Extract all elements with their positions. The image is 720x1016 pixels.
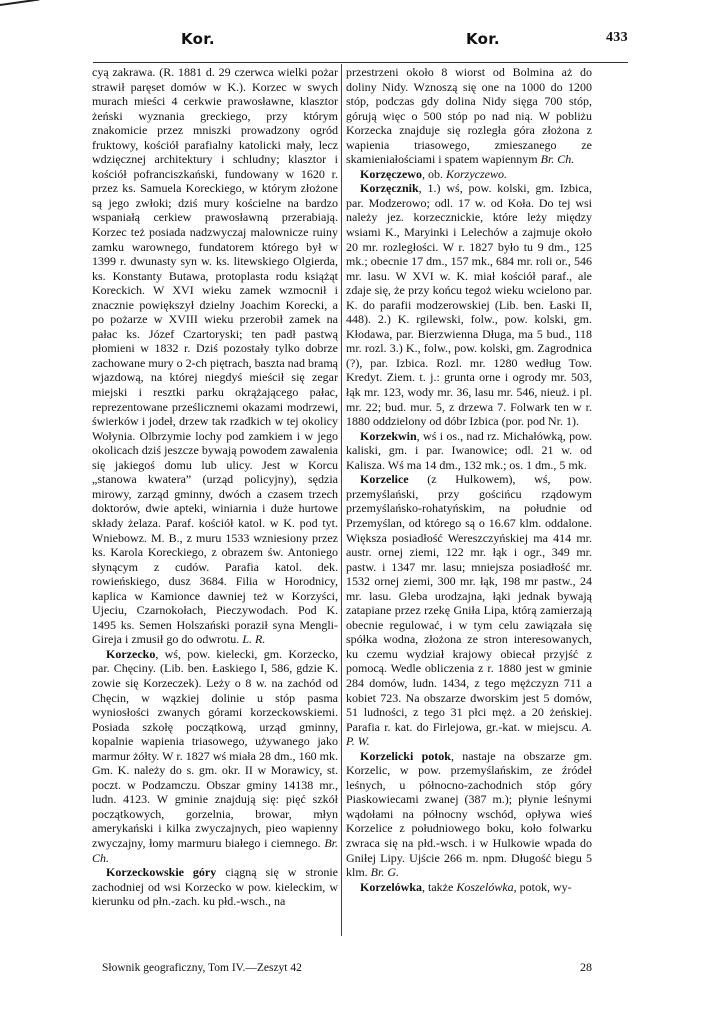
entry-korzecznik: [346, 181, 592, 428]
entry-text: , także: [422, 879, 457, 894]
entry-headword: Korzęcznik: [360, 181, 419, 196]
entry-korzecko: [92, 647, 338, 865]
entry-korzekwin: [346, 429, 592, 473]
running-head-left: Kor.: [181, 30, 215, 48]
entry-continuation: [346, 65, 592, 167]
footer-signature-number: 28: [580, 960, 592, 974]
entry-continuation: [92, 65, 338, 647]
page-corner-mark: [0, 0, 40, 12]
entry-text: , ob.: [421, 166, 446, 181]
entry-korzelice: [346, 472, 592, 748]
entry-signature: Br. Ch.: [92, 835, 338, 865]
entry-headword: Korzelicki potok: [360, 748, 451, 763]
running-head-right: Kor.: [466, 30, 500, 48]
entry-signature: A. P. W.: [346, 719, 592, 749]
entry-signature: Br. G.: [370, 865, 400, 880]
footer-volume-info: Słownik geograficzny, Tom IV.—Zeszyt 42: [102, 962, 302, 974]
entry-text: , nastaje na obszarze gm. Korzelic, w pow. przemyślańskim, ze źródeł leśnych, u północno-zachodnich stóp góry Piaskowiecami zwanej (387 m.); płynie leśnymi wądołami na północny wschód, opływa wieś Korzelice z południowego boku, koło folwarku zwraca się na płd.-wsch. i w Hulkowie wpada do Gniłej Lipy. Ujście 266 m. npm. Długość biegu 5 klm.: [346, 748, 592, 880]
entry-text: , wś i os., nad rz. Michałówką, pow. kaliski, gm. i par. Iwanowice; odl. 21 w. od Kalisza. Wś ma 14 dm., 132 mk.; os. 1 dm., 5 mk.: [346, 428, 592, 472]
right-column: [346, 65, 592, 894]
entry-text: przestrzeni około 8 wiorst od Bolmina aż do doliny Nidy. Wznoszą się one na 1000 do 1200 stóp, podczas gdy dolina Nidy sięga 700 stóp, górują więc o 500 stóp po nad nią. W pobliżu Korzecka znajduje się rozległa góra złożona z wapienia triasowego, zmieszanego ze skamieniałościami i spatem wapiennym: [346, 65, 592, 167]
entry-headword: Korzeckowskie góry: [106, 865, 217, 880]
entry-headword: Korzęczewo: [360, 166, 422, 181]
entry-crossref: Korzyczewo.: [445, 166, 507, 181]
entry-variant: Koszelówka: [456, 879, 514, 894]
entry-headword: Korzecko: [106, 646, 156, 661]
entry-korzeczewo: [346, 167, 592, 182]
entry-korzeckowskie-gory: [92, 865, 338, 909]
entry-korzelicki-potok: [346, 749, 592, 880]
entry-text: , potok, wy-: [513, 879, 572, 894]
entry-headword: Korzelice: [360, 472, 409, 487]
entry-text: , wś, pow. kielecki, gm. Korzecko, par. Chęciny. (Lib. ben. Łaskiego I, 586, gdzie K. zowie się Korzeczek). Leży o 8 w. na zachód od Chęcin, w wązkiej dolinie u stóp pasma wyniosłości zwanych górami korzeckowskiemi. Posiada szkołę początkową, urząd gminny, kopalnie wapienia triasowego, używanego jako marmur żółty. W r. 1827 wś miała 28 dm., 160 mk. Gm. K. należy do s. gm. okr. II w Morawicy, st. poczt. w Podzamczu. Obszar gminy 14138 mr., ludn. 4123. W gminie znajdują się: pięć szkół początkowych, gorzelnia, browar, młyn amerykański i kilka zwyczajnych, pieo wapienny zwyczajny, łomy marmuru białego i ciemnego.: [92, 646, 338, 850]
column-divider: [341, 64, 342, 936]
entry-signature: Br. Ch.: [540, 152, 575, 167]
entry-text: cyą zakrawa. (R. 1881 d. 29 czerwca wielki pożar strawił paręset domów w K.). Korzec w swych murach mieści 4 cerkwie prawosławne, klasztor żeński wyznania greckiego, przy którym znakomicie przez mniszki prowadzony ogród fruktowy, kościół parafialny katolicki mały, lecz wdzięcznej architektury i schludny; klasztor i kościół pofranciszkański, fundowany w 1620 r. przez ks. Samuela Koreckiego, w którym złożone są jego zwłoki; dziś mury kościelne na bardzo wspaniałą cerkiew prawosławną przerabiają. Korzec też posiada nadzwyczaj malownicze ruiny zamku warownego, fundatorem którego był w 1399 r. dwunasty syn w. ks. litewskiego Olgierda, ks. Konstanty Butawa, protoplasta rodu książąt Koreckich. W XVI wieku zamek wzmocnił i znacznie powiększył dzielny Joachim Korecki, a po pożarze w XVIII wieku przerobił zamek na pałac ks. Józef Czartoryski; ten padł pastwą płomieni w 1832 r. Dziś pozostały tylko dobrze zachowane mury o 2-ch piętrach, baszta nad bramą wjazdową, na której niegdyś mieścił się zegar miejski i resztki parku okrążającego pałac, reprezentowane prześlicznemi okazami modrzewi, świerków i jodeł, drzew tak rzadkich w tej okolicy Wołynia. Olbrzymie lochy pod zamkiem i w jego okolicach dziś jeszcze bywają powodem zawalenia się jakiegoś domu lub ulicy. Jest w Korcu „stanowa kwatera” (urząd policyjny), sędzia mirowy, zarząd gminny, dwóch a czasem trzech doktorów, dwie apteki, winiarnia i duże hurtowe składy żelaza. Paraf. kościół katol. w K. pod tyt. Wniebowz. M. B., z muru 1533 wzniesiony przez ks. Karola Koreckiego, z obrazem św. Antoniego słynącym z cudów. Parafia katol. dek. rowieńskiego, dusz 3684. Filia w Horodnicy, kaplica w Kamionce dawniej też w Korzyści, Ujeciu, Czarnokołach, Pieczywodach. Pod K. 1495 ks. Semen Holszański poraził syna Mengli-Gireja i zmusił go do odwrotu.: [92, 65, 338, 647]
entry-headword: Korzelówka: [360, 879, 422, 894]
entry-signature: L. R.: [242, 632, 266, 647]
entry-text: (z Hulkowem), wś, pow. przemyślański, przy gościńcu rządowym przemyślańsko-rohatyńskim, na południe od Przemyślan, od którego są o 16.67 klm. oddalone. Większa posiadłość Wereszczyńskiej ma 414 mr. austr. ornej ziemi, 122 mr. łąk i ogr., 349 mr. pastw. i 1347 mr. lasu; mniejsza posiadłość mr. 1532 ornej ziemi, 300 mr. łąk, 198 mr pastw., 24 mr. lasu. Gleba urodzajna, łąki jednak bywają zatapiane przez rzekę Gniła Lipa, którą zamierzają obecnie regulować, i w tym celu zawiązała się spółka wodna, złożona ze stron interesowanych, ku czemu wydział krajowy obiecał przyjść z pomocą. Wedle obliczenia z r. 1880 jest w gminie 284 domów, ludn. 1434, z tego mężczyzn 711 a kobiet 723. Na obszarze dworskim jest 5 domów, 51 ludności, z tego 31 płci męż. a 20 żeńskiej. Parafia r. kat. do Firlejowa, gr.-kat. w miejscu.: [346, 472, 592, 734]
header-rule: [93, 62, 628, 63]
left-column: [92, 65, 338, 909]
entry-korzelowka: [346, 880, 592, 895]
page-number: 433: [606, 30, 628, 45]
entry-text: ciągną się w stronie zachodniej od wsi Korzecko w pow. kieleckim, w kierunku od płn.-zach. ku płd.-wsch., na: [92, 865, 339, 909]
entry-text: , 1.) wś, pow. kolski, gm. Izbica, par. Modzerowo; odl. 17 w. od Koła. Do tej wsi należy jez. korzecznickie, które leży między wsiami K., Maryinki i Lelechów a zajmuje około 20 mr. rozległości. W r. 1827 było tu 9 dm., 125 mk.; obecnie 17 dm., 157 mk., 684 mr. roli or., 546 mr. lasu. W XVI w. K. miał kościół paraf., ale zdaje się, że przy końcu tegoż wieku wcielono par. K. do parafii modzerowskiej (Lib. ben. Łaski II, 448). 2.) K. rgilewski, folw., pow. kolski, gm. Kłodawa, par. Bierzwienna Długa, ma 5 bud., 118 mr. rozl. 3.) K., folw., pow. kolski, gm. Zagrodnica (?), par. Izbica. Rozl. mr. 1280 według Tow. Kredyt. Ziem. t. j.: grunta orne i ogrody mr. 503, łąk mr. 123, wody mr. 36, lasu mr. 546, nieuż. i pl. mr. 22; bud. mur. 5, z drzewa 7. Folwark ten w r. 1880 oddzielony od dóbr Izbica (por. pod Nr. 1).: [346, 181, 592, 429]
entry-headword: Korzekwin: [360, 428, 417, 443]
